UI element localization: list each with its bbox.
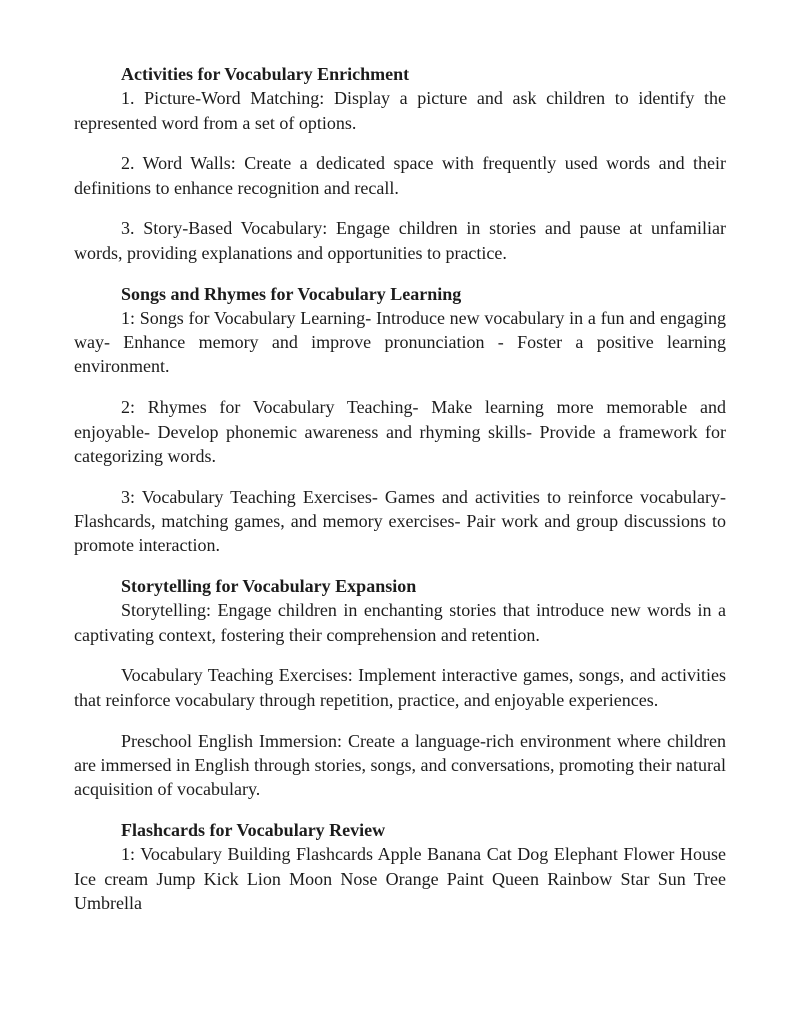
paragraph: 1: Songs for Vocabulary Learning- Introduce new vocabulary in a fun and engaging way- Enhance memory and improve pronunciation - Foster a positive learning environment. [74, 307, 726, 377]
paragraph: 3: Vocabulary Teaching Exercises- Games and activities to reinforce vocabulary- Flashcards, matching games, and memory exercises- Pair work and group discussions to promote interaction. [74, 486, 726, 556]
section-heading: Songs and Rhymes for Vocabulary Learning [121, 283, 462, 304]
document-content [74, 62, 726, 915]
section-flashcards [74, 818, 726, 915]
section-storytelling [74, 574, 726, 801]
section-heading: Flashcards for Vocabulary Review [121, 819, 386, 840]
paragraph: Storytelling: Engage children in enchanting stories that introduce new words in a captivating context, fostering their comprehension and retention. [74, 600, 726, 645]
section-heading: Storytelling for Vocabulary Expansion [121, 576, 417, 597]
paragraph: 3. Story-Based Vocabulary: Engage children in stories and pause at unfamiliar words, providing explanations and opportunities to practice. [74, 218, 726, 263]
paragraph: Vocabulary Teaching Exercises: Implement interactive games, songs, and activities that reinforce vocabulary through repetition, practice, and enjoyable experiences. [74, 665, 726, 710]
paragraph: Preschool English Immersion: Create a language-rich environment where children are immersed in English through stories, songs, and conversations, promoting their natural acquisition of vocabulary. [74, 730, 726, 800]
section-heading: Activities for Vocabulary Enrichment [121, 64, 410, 84]
section-songs-and-rhymes [74, 282, 726, 558]
section-activities-vocabulary-enrichment [74, 62, 726, 265]
paragraph: 1: Vocabulary Building Flashcards Apple Banana Cat Dog Elephant Flower House Ice cream Jump Kick Lion Moon Nose Orange Paint Queen Rainbow Star Sun Tree Umbrella [74, 844, 726, 913]
paragraph: 2. Word Walls: Create a dedicated space with frequently used words and their definitions to enhance recognition and recall. [74, 153, 726, 198]
paragraph: 1. Picture-Word Matching: Display a picture and ask children to identify the represented word from a set of options. [74, 88, 726, 133]
paragraph: 2: Rhymes for Vocabulary Teaching- Make learning more memorable and enjoyable- Develop phonemic awareness and rhyming skills- Provide a framework for categorizing words. [74, 397, 726, 466]
